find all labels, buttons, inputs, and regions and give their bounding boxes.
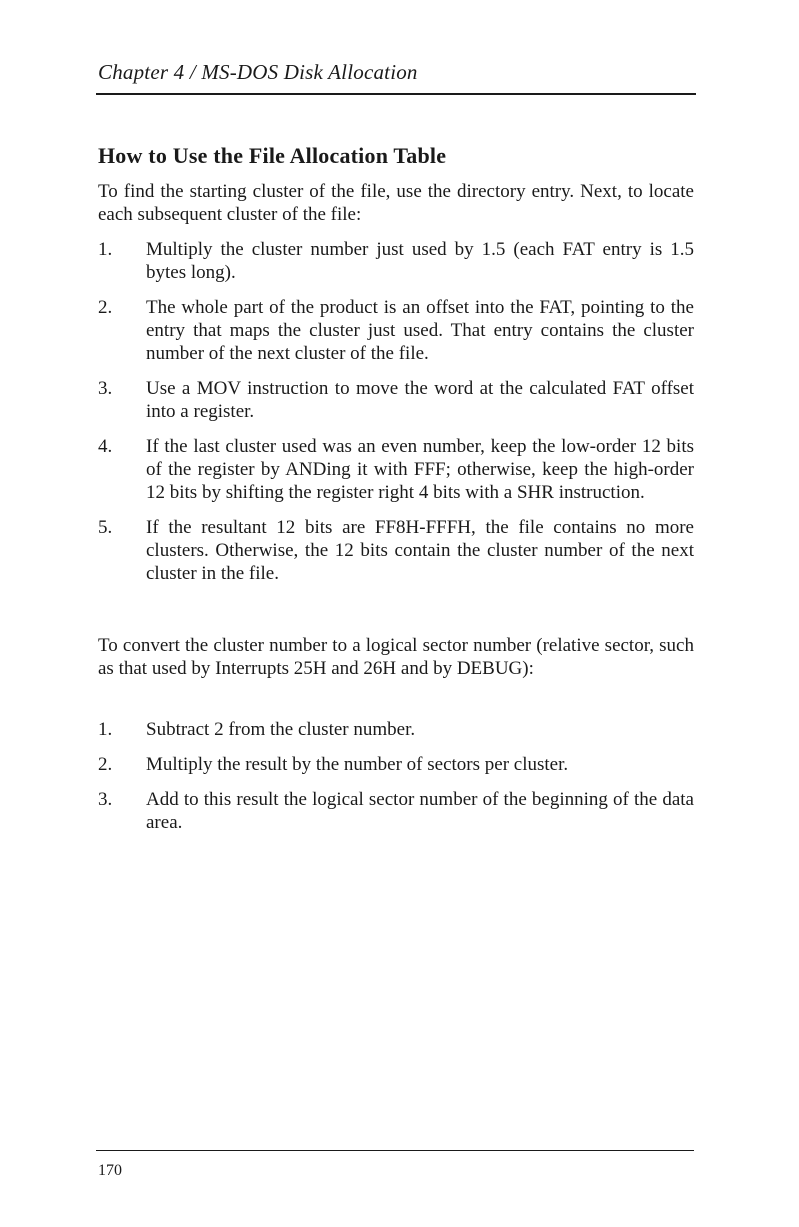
intro-paragraph: To find the starting cluster of the file, use the directory entry. Next, to locate each subsequent cluster of the file: [98, 181, 694, 225]
list-item [98, 238, 694, 284]
header-rule [96, 93, 696, 95]
list-item-number: 3. [98, 378, 113, 399]
footer-rule [96, 1150, 694, 1151]
list-item-text: Use a MOV instruction to move the word at the calculated FAT offset into a register. [146, 378, 694, 422]
list-item-number: 1. [98, 719, 113, 740]
list-item-text: The whole part of the product is an offset into the FAT, pointing to the entry that maps the cluster just used. That entry contains the cluster number of the next cluster of the file. [146, 297, 694, 364]
list-item [98, 753, 694, 776]
list-item [98, 296, 694, 365]
running-head: Chapter 4 / MS-DOS Disk Allocation [98, 60, 418, 84]
list-item-text: If the last cluster used was an even number, keep the low-order 12 bits of the register by ANDing it with FFF; otherwise, keep the high-order 12 bits by shifting the register right 4 bits with a SHR instruction. [146, 436, 694, 503]
list-item [98, 718, 694, 741]
list-item-number: 5. [98, 517, 113, 538]
list-item-number: 1. [98, 239, 113, 260]
list-item-number: 3. [98, 789, 113, 810]
convert-paragraph: To convert the cluster number to a logical sector number (relative sector, such as that used by Interrupts 25H and 26H and by DEBUG): [98, 635, 694, 679]
list-item [98, 788, 694, 834]
list-item-text: If the resultant 12 bits are FF8H-FFFH, the file contains no more clusters. Otherwise, the 12 bits contain the cluster number of the next cluster in the file. [146, 517, 694, 584]
list-item-text: Add to this result the logical sector number of the beginning of the data area. [146, 789, 694, 833]
list-item-text: Subtract 2 from the cluster number. [146, 719, 416, 740]
list-item-number: 2. [98, 297, 113, 318]
list-item-number: 4. [98, 436, 113, 457]
list-item-text: Multiply the result by the number of sectors per cluster. [146, 754, 569, 775]
sector-steps-list [98, 718, 694, 834]
list-item [98, 516, 694, 585]
list-item [98, 377, 694, 423]
section-title: How to Use the File Allocation Table [98, 143, 447, 168]
page-number: 170 [98, 1162, 122, 1179]
list-item-text: Multiply the cluster number just used by 1.5 (each FAT entry is 1.5 bytes long). [146, 239, 694, 283]
list-item-number: 2. [98, 754, 113, 775]
list-item [98, 435, 694, 504]
cluster-steps-list [98, 238, 694, 585]
